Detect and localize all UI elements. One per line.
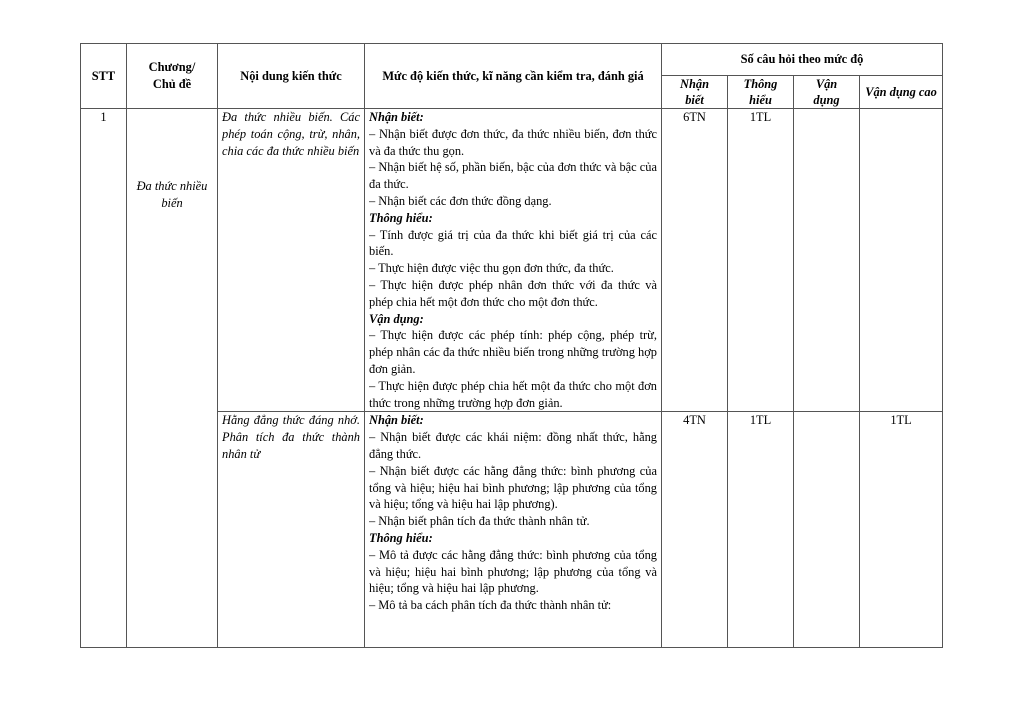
count-apply bbox=[794, 109, 860, 412]
header-question-count: Số câu hỏi theo mức độ bbox=[662, 44, 943, 76]
requirement-item: – Thực hiện được các phép tính: phép cộng, phép trừ, phép nhân các đa thức nhiều biến trong những trường hợp đơn giản. bbox=[369, 328, 657, 376]
requirement-item: – Thực hiện được việc thu gọn đơn thức, đa thức. bbox=[369, 261, 614, 276]
row-stt: 1 bbox=[81, 109, 127, 648]
header-stt: STT bbox=[81, 44, 127, 109]
requirement-item: – Thực hiện được phép chia hết một đa thức cho một đơn thức trong những trường hợp đơn giản. bbox=[369, 378, 657, 410]
header-apply-high: Vận dụng cao bbox=[860, 76, 943, 109]
header-understand: Thông hiểu bbox=[728, 76, 794, 109]
requirements-cell bbox=[365, 412, 662, 648]
header-level: Mức độ kiến thức, kĩ năng cần kiểm tra, đánh giá bbox=[365, 44, 662, 109]
header-content: Nội dung kiến thức bbox=[218, 44, 365, 109]
requirements-list bbox=[369, 412, 657, 614]
topic-cell: Đa thức nhiều biến. Các phép toán cộng, trừ, nhân, chia các đa thức nhiều biến bbox=[218, 109, 365, 412]
level-heading: Vận dụng: bbox=[369, 311, 424, 326]
count-understand: 1TL bbox=[728, 412, 794, 648]
requirement-item: – Nhận biết phân tích đa thức thành nhân tử. bbox=[369, 514, 590, 529]
requirement-item: – Nhận biết hệ số, phần biến, bậc của đơn thức và bậc của đa thức. bbox=[369, 160, 657, 192]
requirement-item: – Thực hiện được phép nhân đơn thức với đa thức và phép chia hết một đơn thức cho một đơn thức. bbox=[369, 277, 657, 309]
requirement-item: – Nhận biết các đơn thức đồng dạng. bbox=[369, 193, 552, 208]
header-apply: Vận dụng bbox=[794, 76, 860, 109]
header-chapter: Chương/ Chủ đề bbox=[127, 44, 218, 109]
count-understand: 1TL bbox=[728, 109, 794, 412]
requirement-item: – Tính được giá trị của đa thức khi biết giá trị của các biến. bbox=[369, 227, 657, 259]
requirements-list bbox=[369, 109, 657, 411]
topic-cell: Hằng đẳng thức đáng nhớ. Phân tích đa thức thành nhân tử bbox=[218, 412, 365, 648]
count-apply bbox=[794, 412, 860, 648]
count-apply-high: 1TL bbox=[860, 412, 943, 648]
requirement-item: – Nhận biết được các hằng đẳng thức: bình phương của tổng và hiệu; hiệu hai bình phương; lập phương của tổng và hiệu; tổng và hiệu hai lập phương). bbox=[369, 463, 657, 512]
level-heading: Thông hiểu: bbox=[369, 210, 433, 225]
requirement-item: – Mô tả ba cách phân tích đa thức thành nhân tử: bbox=[369, 598, 612, 613]
level-heading: Nhận biết: bbox=[369, 413, 424, 428]
requirement-item: – Nhận biết được các khái niệm: đồng nhất thức, hằng đẳng thức. bbox=[369, 430, 657, 461]
count-apply-high bbox=[860, 109, 943, 412]
count-recognize: 6TN bbox=[662, 109, 728, 412]
count-recognize: 4TN bbox=[662, 412, 728, 648]
chapter-label: Đa thức nhiều biến bbox=[136, 179, 208, 210]
requirement-item: – Nhận biết được đơn thức, đa thức nhiều biến, đơn thức và đa thức thu gọn. bbox=[369, 126, 657, 158]
spec-matrix-table bbox=[80, 43, 943, 648]
header-recognize: Nhận biết bbox=[662, 76, 728, 109]
row-chapter bbox=[127, 109, 218, 648]
requirements-cell bbox=[365, 109, 662, 412]
requirement-item: – Mô tả được các hằng đẳng thức: bình phương của tổng và hiệu; hiệu hai bình phương; lập phương của tổng và hiệu; tổng và hiệu hai lập phương. bbox=[369, 547, 657, 596]
level-heading: Thông hiểu: bbox=[369, 530, 433, 545]
level-heading: Nhận biết: bbox=[369, 110, 424, 124]
